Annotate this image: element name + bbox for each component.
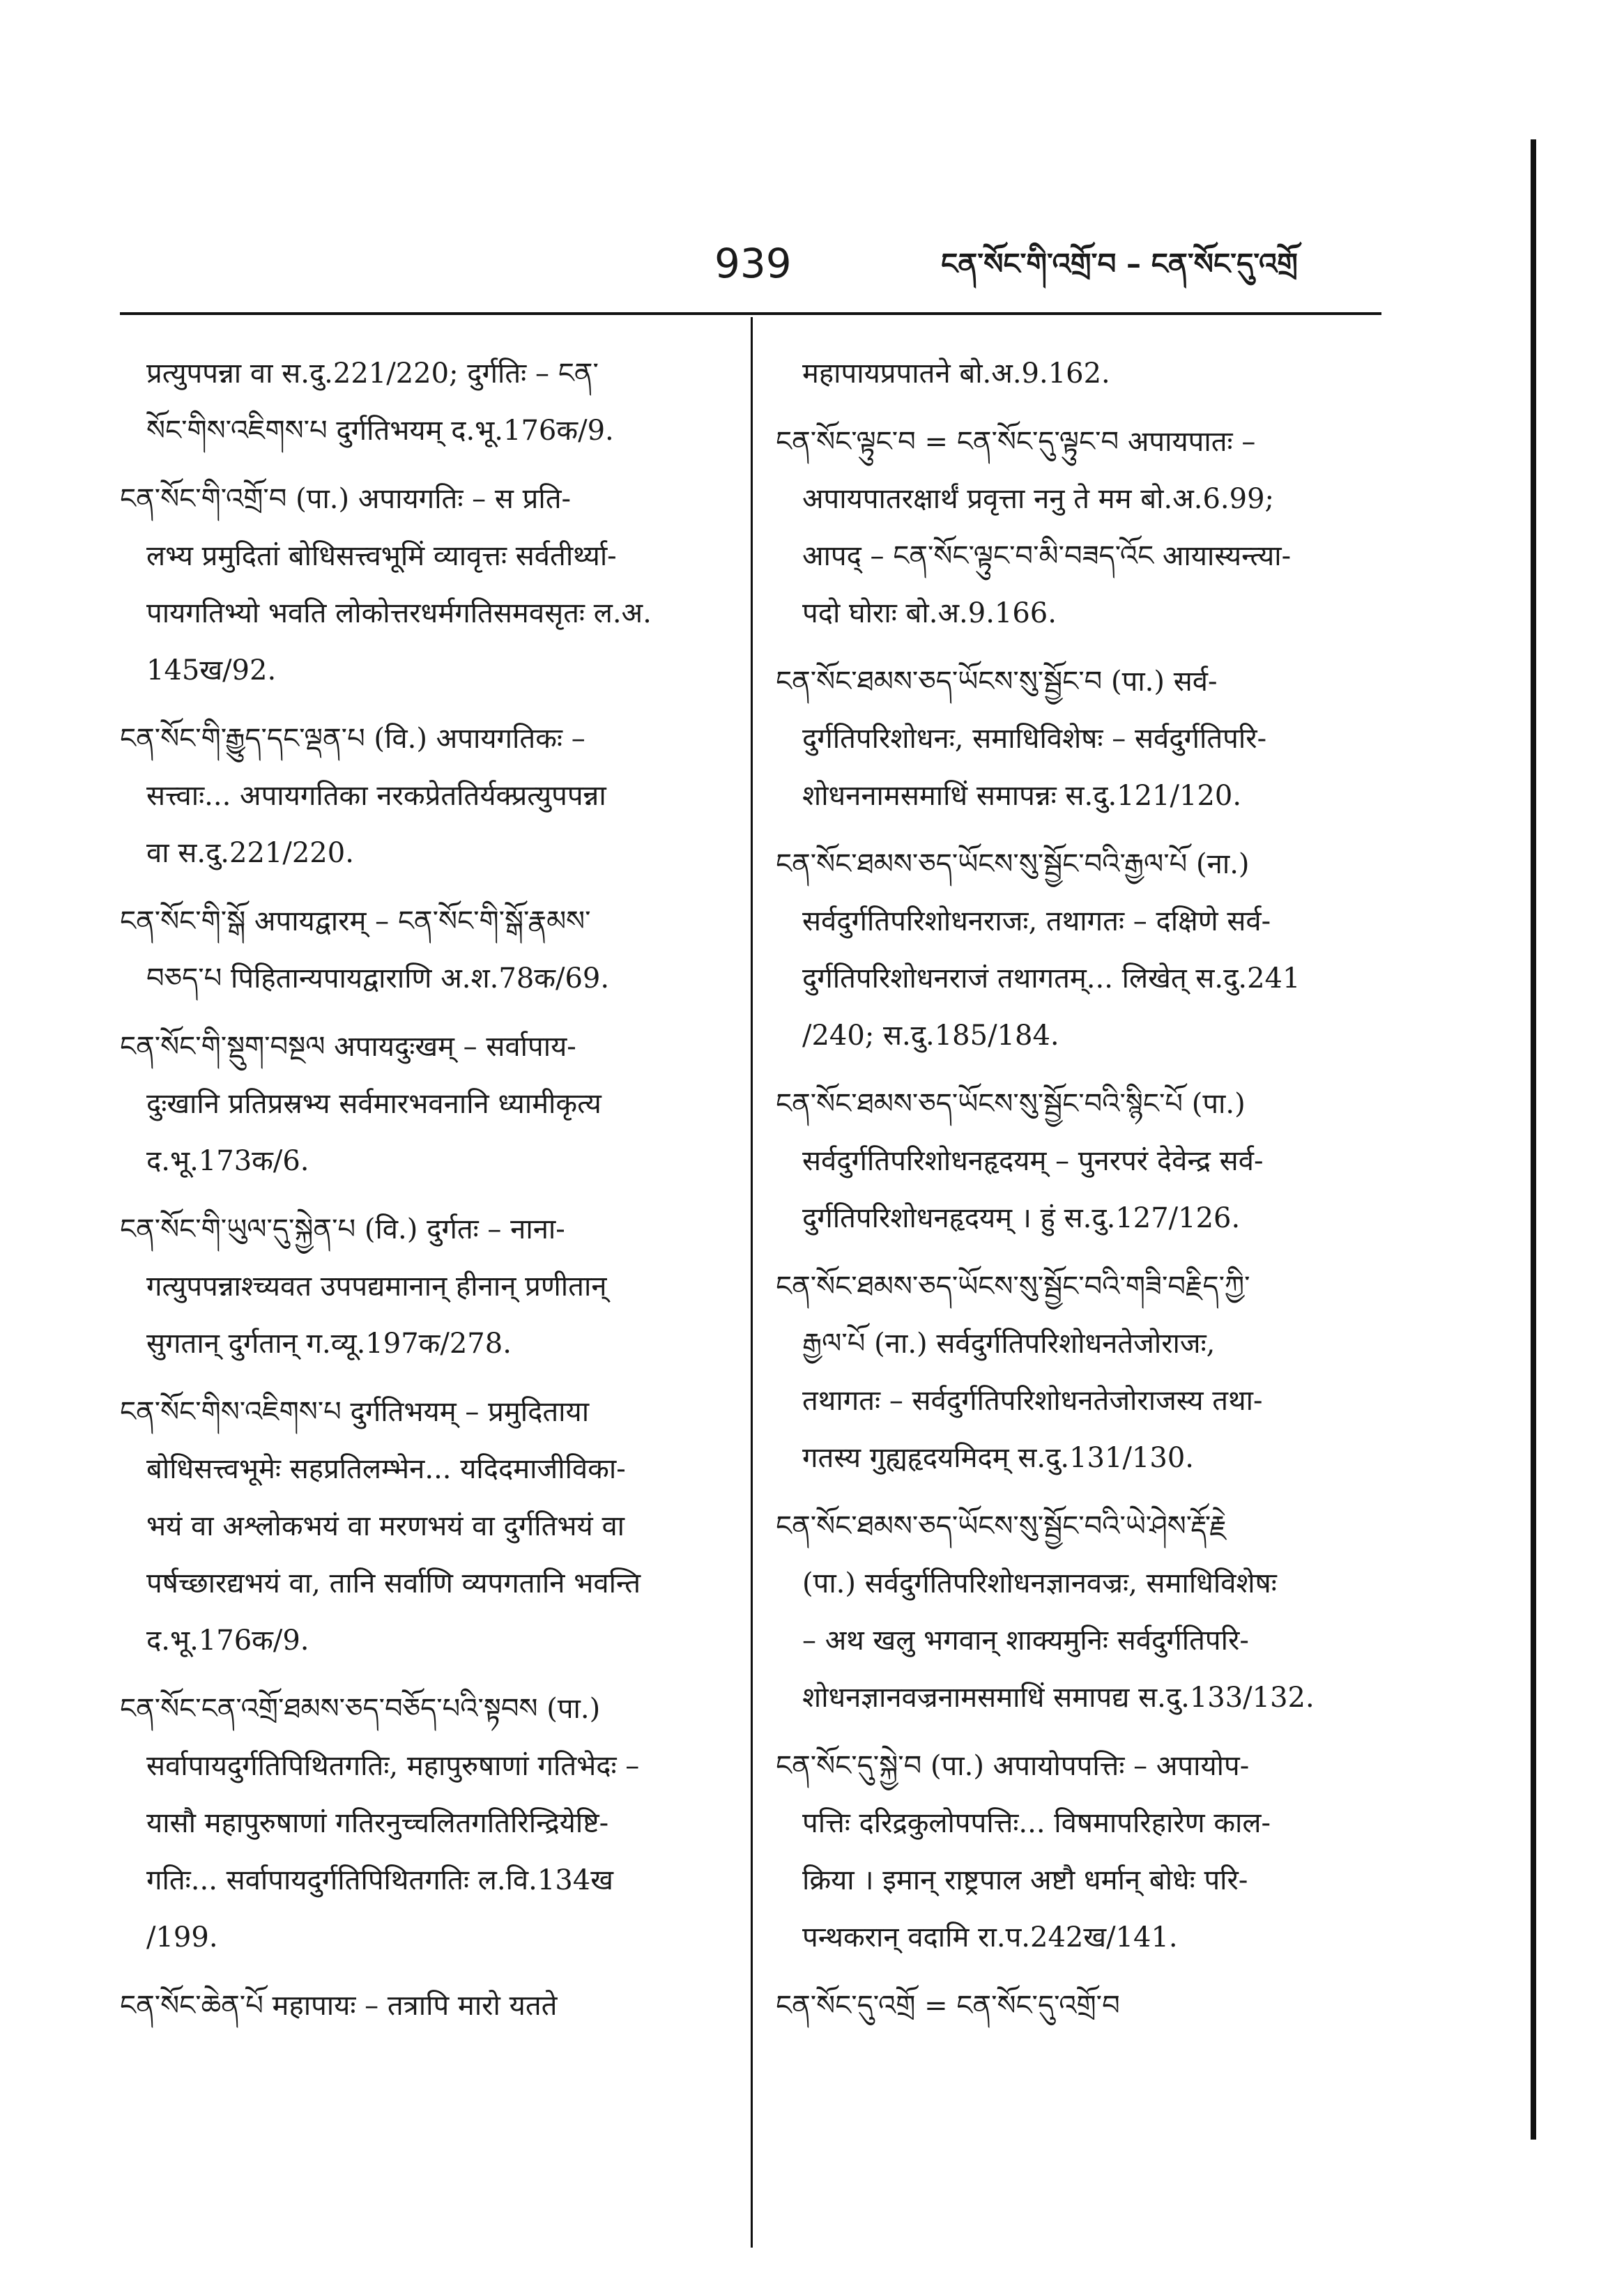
entry-line: दुर्गतिपरिशोधनः, समाधिविशेषः – सर्वदुर्गतिपरि- [802, 723, 1267, 755]
entry [120, 893, 726, 1007]
entry [120, 1201, 726, 1372]
entry-line: सर्वापायदुर्गतिपिथितगतिः, महापुरुषाणां गतिभेदः – [146, 1750, 640, 1782]
entry-headword-line: ངན་སོང་ཐམས་ཅད་ཡོངས་སུ་སྦྱོང་བའི་ཡེ་ཤེས་རྡོ་རྗེ [776, 1510, 1227, 1542]
entry-headword-line: ངན་སོང་གི་སྒོ अपायद्वारम् – ངན་སོང་གི་སྒོ་རྣམས་ [120, 905, 591, 937]
entry-headword-line: ངན་སོང་ཐམས་ཅད་ཡོངས་སུ་སྦྱོང་བའི་སྙིང་པོ (पा.) [776, 1088, 1246, 1120]
entry-line: सत्त्वाः... अपायगतिका नरकप्रेततिर्यक्प्रत्युपपन्ना [146, 780, 606, 812]
entry [120, 470, 726, 699]
entry-line: वा स.दु.221/220. [146, 837, 354, 869]
entry-line: पदो घोराः बो.अ.9.166. [802, 597, 1057, 629]
entry-line: བཅད་པ पिहितान्यपायद्वाराणि अ.श.78क/69. [146, 962, 610, 995]
entry-line: सर्वदुर्गतिपरिशोधनराजः, तथागतः – दक्षिणे सर्व- [802, 905, 1271, 937]
entry-headword-line: ངན་སོང་དུ་འགྲོ = ངན་སོང་དུ་འགྲོ་བ [776, 1990, 1120, 2022]
entry-line: पर्षच्छारद्यभयं वा, तानि सर्वाणि व्यपगतानि भवन्ति [146, 1567, 641, 1599]
entry-line: सुगतान् दुर्गतान् ग.व्यू.197क/278. [146, 1328, 512, 1360]
entry-line: पायगतिभ्यो भवति लोकोत्तरधर्मगतिसमवसृतः ल.अ. [146, 597, 652, 629]
entry-line: अपायपातरक्षार्थं प्रवृत्ता ननु ते मम बो.अ.6.99; [802, 483, 1275, 515]
entry-line: भयं वा अश्लोकभयं वा मरणभयं वा दुर्गतिभयं वा [146, 1510, 625, 1542]
entry-headword-line: ངན་སོང་གི་སྡུག་བསྔལ अपायदुःखम् – सर्वापाय- [120, 1031, 576, 1063]
entry-line: दुर्गतिपरिशोधनराजं तथागतम्... लिखेत् स.दु.241 [802, 962, 1301, 995]
left-column [120, 345, 726, 2045]
entry-headword-line: ངན་སོང་ཐམས་ཅད་ཡོངས་སུ་སྦྱོང་བ (पा.) सर्व- [776, 666, 1218, 698]
entry-line: दुर्गतिपरिशोधनहृदयम् । हुं स.दु.127/126. [802, 1202, 1241, 1234]
entry-line: पन्थकरान् वदामि रा.प.242ख/141. [802, 1921, 1178, 1954]
entry-line: प्रत्युपपन्ना वा स.दु.221/220; दुर्गतिः – ངན་ [146, 358, 599, 390]
entry-headword-line: ངན་སོང་ཆེན་པོ महापायः – तत्रापि मारो यतते [120, 1990, 558, 2022]
entry-line: द.भू.176क/9. [146, 1625, 309, 1657]
entry [776, 1977, 1391, 2034]
header-rule [120, 312, 1381, 315]
entry [120, 1977, 726, 2034]
entry-line: शोधनज्ञानवज्रनामसमाधिं समापद्य स.दु.133/132. [802, 1682, 1315, 1714]
entry [776, 413, 1391, 642]
entry-line: (पा.) सर्वदुर्गतिपरिशोधनज्ञानवज्रः, समाधिविशेषः [802, 1567, 1277, 1599]
entry [120, 710, 726, 882]
column-divider [751, 317, 753, 2248]
entry-line: महापायप्रपातने बो.अ.9.162. [802, 358, 1110, 390]
entry-line: बोधिसत्त्वभूमेः सहप्रतिलम्भेन... यदिदमाजीविका- [146, 1453, 626, 1485]
page-header [0, 236, 1624, 298]
entry-line: རྒྱལ་པོ (ना.) सर्वदुर्गतिपरिशोधनतेजोराजः, [802, 1328, 1216, 1360]
entry-line: क्रिया । इमान् राष्ट्रपाल अष्टौ धर्मान् बोधेः परि- [802, 1864, 1248, 1896]
entry-line: सर्वदुर्गतिपरिशोधनहृदयम् – पुनरपरं देवेन्द्र सर्व- [802, 1145, 1264, 1177]
entry-line: गतस्य गुह्यहृदयमिदम् स.दु.131/130. [802, 1442, 1194, 1474]
entry-headword-line: ངན་སོང་ཐམས་ཅད་ཡོངས་སུ་སྦྱོང་བའི་གཟི་བརྗིད་ཀྱི་ [776, 1271, 1250, 1303]
entry-line: गत्युपपन्नाश्च्यवत उपपद्यमानान् हीनान् प्रणीतान् [146, 1271, 607, 1303]
entry-headword-line: ངན་སོང་གིས་འཇིགས་པ दुर्गतिभयम् – प्रमुदिताया [120, 1396, 590, 1428]
entry-line: लभ्य प्रमुदितां बोधिसत्त्वभूमिं व्यावृत्तः सर्वतीर्थ्या- [146, 540, 617, 572]
entry [120, 1383, 726, 1669]
entry-line: पत्तिः दरिद्रकुलोपपत्तिः... विषमापरिहारेण काल- [802, 1807, 1271, 1839]
entry-line: /199. [146, 1921, 218, 1954]
entry-headword-line: ངན་སོང་ངན་འགྲོ་ཐམས་ཅད་བཅོད་པའི་སྟབས (पा.) [120, 1693, 601, 1725]
entry-headword-line: ངན་སོང་གི་འགྲོ་བ (पा.) अपायगतिः – स प्रति- [120, 483, 572, 515]
entry [776, 1075, 1391, 1247]
entry-line: शोधननामसमाधिं समापन्नः स.दु.121/120. [802, 780, 1242, 812]
entry-line: /240; स.दु.185/184. [802, 1020, 1059, 1052]
entry-line: दुःखानि प्रतिप्रस्रभ्य सर्वमारभवनानि ध्यामीकृत्य [146, 1088, 602, 1120]
entry-line: – अथ खलु भगवान् शाक्यमुनिः सर्वदुर्गतिपरि- [802, 1625, 1249, 1657]
entry-line: आपद् – ངན་སོང་ལྟུང་བ་མི་བཟད་འོང आयास्यन्त्या- [802, 540, 1292, 572]
entry-line: 145ख/92. [146, 654, 277, 686]
entry-headword-line: ངན་སོང་དུ་སྐྱེ་བ (पा.) अपायोपपत्तिः – अपायोप- [776, 1750, 1250, 1782]
page-edge-bar [1531, 139, 1536, 2140]
entry [776, 1498, 1391, 1726]
entry-line: द.भू.173क/6. [146, 1145, 309, 1177]
entry-headword-line: ངན་སོང་གི་རྒྱུད་དང་ལྡན་པ (वि.) अपायगतिकः – [120, 723, 585, 755]
entry-headword-line: ངན་སོང་གི་ཡུལ་དུ་སྐྱེན་པ (वि.) दुर्गतः – नाना- [120, 1213, 565, 1245]
entry [776, 1258, 1391, 1487]
running-head: ངན་སོང་གི་འགྲོ་བ – ངན་སོང་དུ་འགྲོ [941, 247, 1298, 281]
entry-line: སོང་གིས་འཇིགས་པ दुर्गतिभयम् द.भू.176क/9. [146, 415, 614, 447]
entry [776, 345, 1391, 402]
entry-line: यासौ महापुरुषाणां गतिरनुच्चलितगतिरिन्द्रियेष्टि- [146, 1807, 609, 1839]
entry [120, 1680, 726, 1966]
page-number: 939 [714, 240, 792, 287]
entry [776, 836, 1391, 1064]
entry-headword-line: ངན་སོང་ལྟུང་བ = ངན་སོང་དུ་ལྟུང་བ अपायपातः – [776, 426, 1256, 458]
entry-line: गतिः... सर्वापायदुर्गतिपिथितगतिः ल.वि.134ख [146, 1864, 613, 1896]
entry [120, 345, 726, 459]
entry [776, 1737, 1391, 1966]
entry-line: तथागतः – सर्वदुर्गतिपरिशोधनतेजोराजस्य तथा- [802, 1385, 1263, 1417]
right-column [776, 345, 1391, 2045]
entry-headword-line: ངན་སོང་ཐམས་ཅད་ཡོངས་སུ་སྦྱོང་བའི་རྒྱལ་པོ (ना.) [776, 848, 1250, 880]
entry [776, 653, 1391, 824]
entry [120, 1018, 726, 1190]
